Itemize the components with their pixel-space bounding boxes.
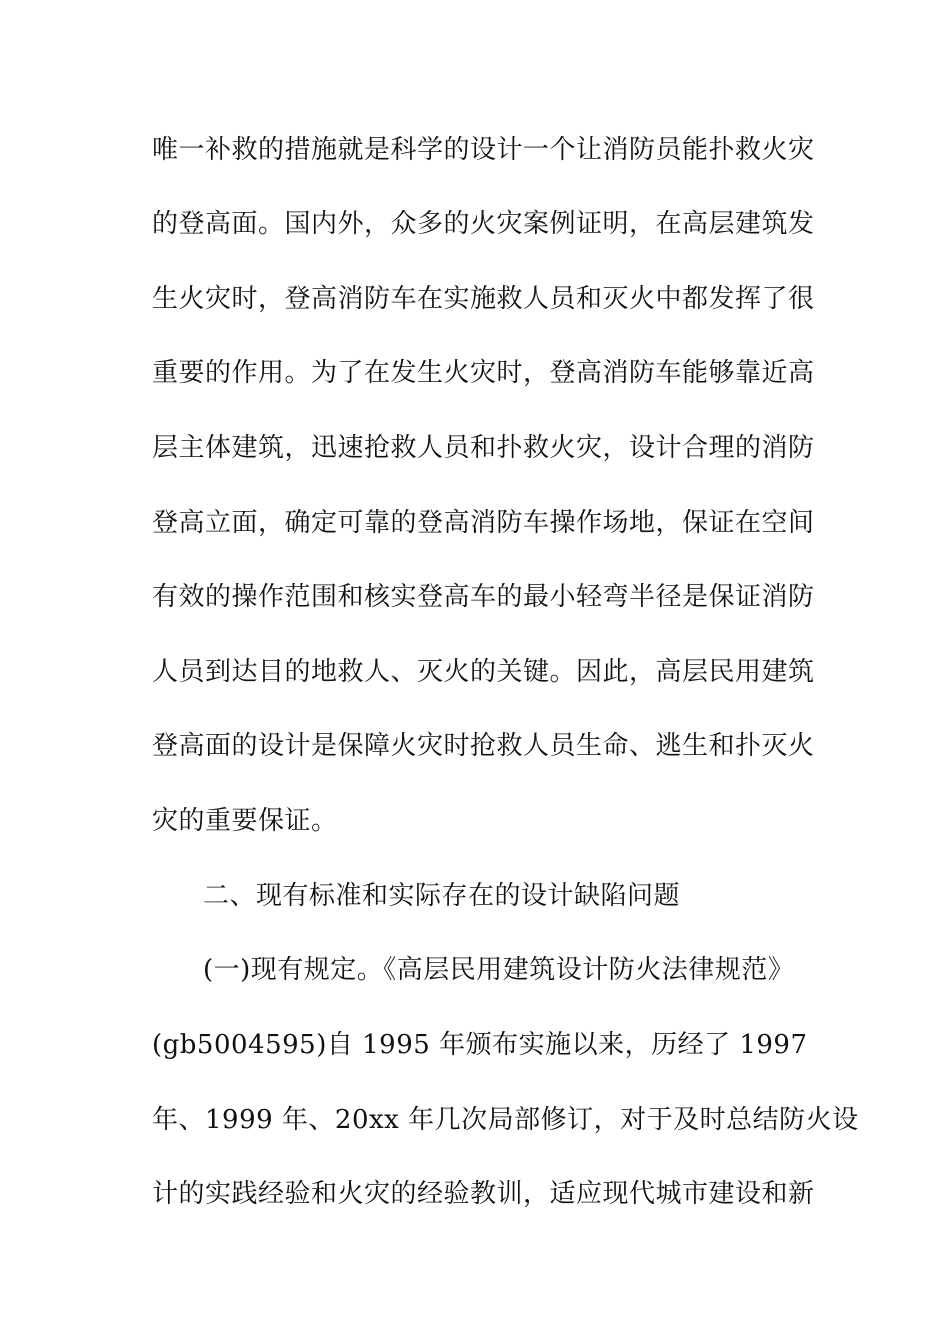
paragraph-line: 登高面的设计是保障火灾时抢救人员生命、逃生和扑灭火: [152, 731, 815, 761]
section-heading: 二、现有标准和实际存在的设计缺陷问题: [203, 881, 681, 911]
paragraph-line: 灾的重要保证。: [152, 806, 338, 836]
paragraph-line: 唯一补救的措施就是科学的设计一个让消防员能扑救火灾: [152, 135, 815, 165]
subsection-line: 计的实践经验和火灾的经验教训，适应现代城市建设和新: [152, 1179, 815, 1209]
subsection-line: (gb5004595)自 1995 年颁布实施以来，历经了 1997: [152, 1030, 808, 1060]
paragraph-line: 重要的作用。为了在发生火灾时，登高消防车能够靠近高: [152, 358, 815, 388]
paragraph-line: 层主体建筑，迅速抢救人员和扑救火灾，设计合理的消防: [152, 433, 815, 463]
paragraph-line: 生火灾时，登高消防车在实施救人员和灭火中都发挥了很: [152, 284, 815, 314]
subsection-line: 年、1999 年、20xx 年几次局部修订，对于及时总结防火设: [152, 1105, 859, 1135]
paragraph-line: 人员到达目的地救人、灭火的关键。因此，高层民用建筑: [152, 657, 815, 687]
paragraph-line: 登高立面，确定可靠的登高消防车操作场地，保证在空间: [152, 508, 815, 538]
paragraph-line: 的登高面。国内外，众多的火灾案例证明，在高层建筑发: [152, 209, 815, 239]
subsection-line: (一)现有规定。《高层民用建筑设计防火法律规范》: [203, 955, 795, 985]
paragraph-line: 有效的操作范围和核实登高车的最小轻弯半径是保证消防: [152, 582, 815, 612]
